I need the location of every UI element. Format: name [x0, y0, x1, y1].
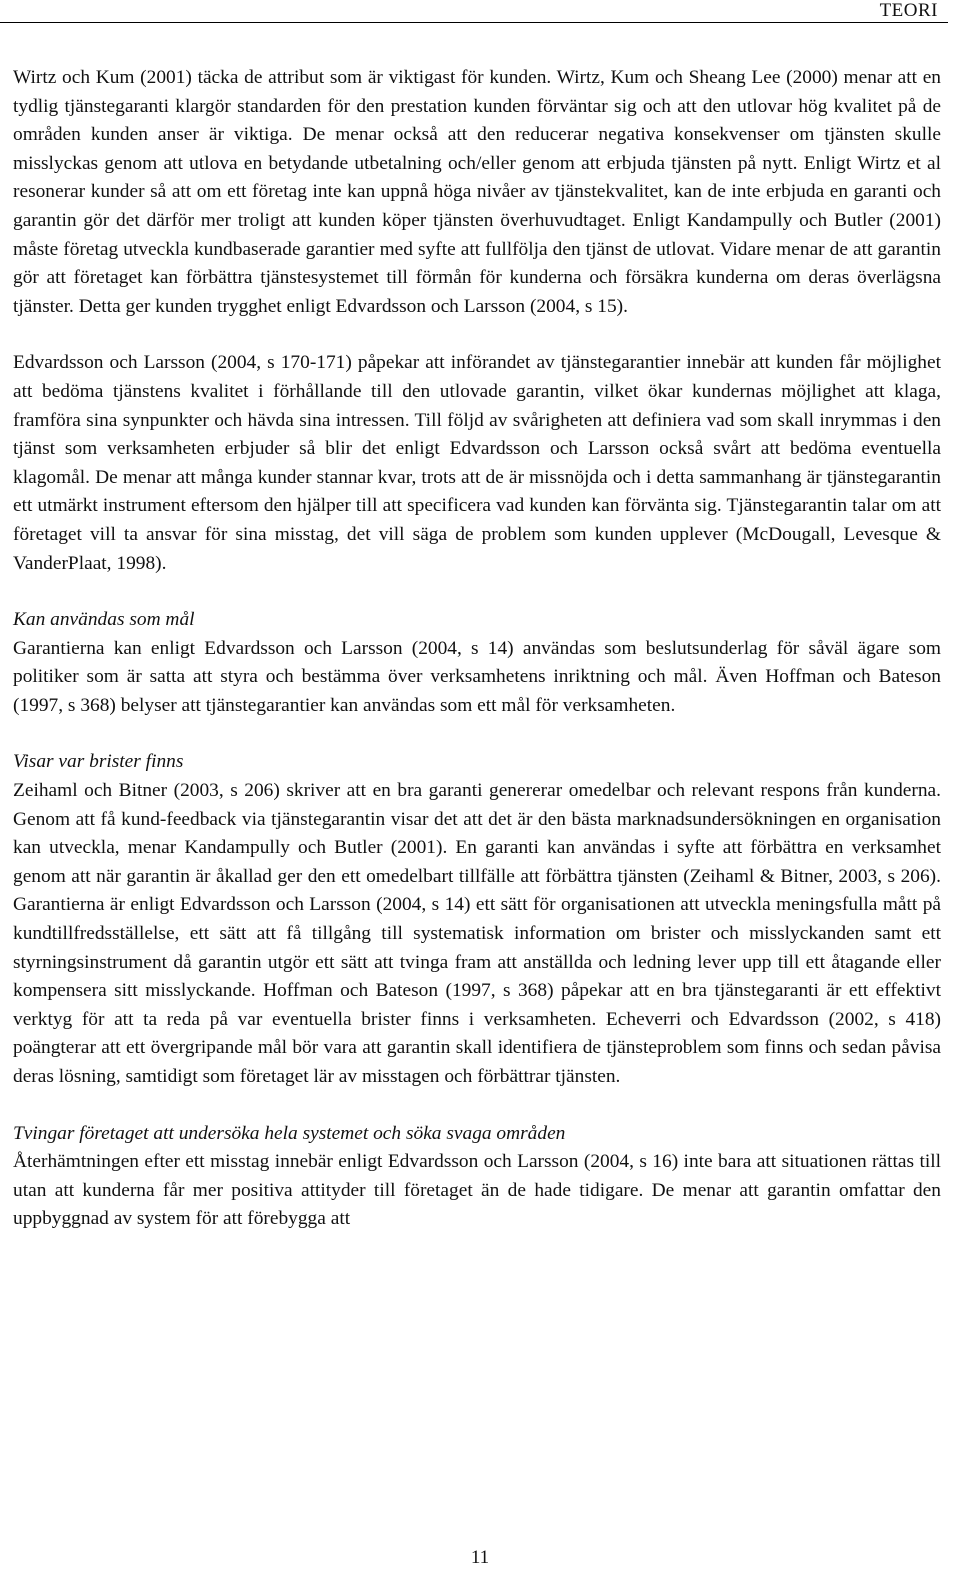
section-text-system: Återhämtningen efter ett misstag innebär enligt Edvardsson och Larsson (2004, s 16) inte bara att situationen rättas till utan att kunderna får mer positiva attityder till företaget än de hade tidigare. De menar att garantin omfattar den uppbyggnad av system för att förebygga att	[13, 1151, 941, 1230]
section-heading-system: Tvingar företaget att undersöka hela systemet och söka svaga områden	[13, 1122, 566, 1144]
paragraph-complaints: Edvardsson och Larsson (2004, s 170-171) påpekar att införandet av tjänstegarantier innebär att kunden får möjlighet att bedöma tjänstens kvalitet i förhållande till den utlovade garantin, vilket ökar kundernas möjlighet att klaga, framföra sina synpunkter och hävda sina intressen. Till följd av svårigheten att definiera vad som skall inrymmas i den tjänst som verksamheten erbjuder så blir det enligt Edvardsson och Larsson också svårt att bedöma eventuella klagomål. De menar att många kunder stannar kvar, trots att de är missnöjda och i detta sammanhang är tjänstegarantin ett utmärkt instrument eftersom den hjälper till att specificera vad kunden kan förvänta sig. Tjänstegarantin talar om att företaget vill ta ansvar för sina misstag, det vill säga de problem som kunden upplever (McDougall, Levesque & VanderPlaat, 1998).	[13, 352, 941, 574]
section-label: TEORI	[879, 0, 938, 21]
section-heading-flaws: Visar var brister finns	[13, 751, 184, 773]
document-body	[13, 64, 941, 1262]
paragraph-intro: Wirtz och Kum (2001) täcka de attribut som är viktigast för kunden. Wirtz, Kum och Sheang Lee (2000) menar att en tydlig tjänstegaranti klargör standarden för den prestation kunden förväntar sig och att den utlovar hög kvalitet på de områden kunden anser är viktiga. De menar också att den reducerar negativa konsekvenser om tjänsten skulle misslyckas genom att utlova en betydande utbetalning och/eller genom att erbjuda tjänsten på nytt. Enligt Wirtz et al resonerar kunder så att om ett företag inte kan uppnå höga nivåer av tjänstekvalitet, kan de inte erbjuda en garanti och garantin gör det därför mer troligt att kunden köper tjänsten överhuvudtaget. Enligt Kandampully och Butler (2001) måste företag utveckla kundbaserade garantier med syfte att fullfölja den tjänst de utlovat. Vidare menar de att garantin gör att företaget kan förbättra tjänstesystemet till förmån för kunderna och försäkra kunderna om deras överlägsna tjänster. Detta ger kunden trygghet enligt Edvardsson och Larsson (2004, s 15).	[13, 67, 941, 317]
page-header	[0, 0, 948, 23]
section-text-flaws: Zeihaml och Bitner (2003, s 206) skriver att en bra garanti genererar omedelbar och relevant respons från kunderna. Genom att få kund-feedback via tjänstegarantin visar det att det är den bästa marknadsundersökningen en organisation kan utveckla, menar Kandampully och Butler (2001). En garanti kan användas i syfte att förbättra en verksamhet genom att när garantin är åkallad ger den ett omedelbart tillfälle att förbättra tjänsten (Zeihaml & Bitner, 2003, s 206). Garantierna är enligt Edvardsson och Larsson (2004, s 14) ett sätt för organisationen att utveckla meningsfulla mått på kundtillfredsställelse, ett sätt att få tillgång till systematisk information om brister och misslyckanden samt ett styrningsinstrument då garantin utgör ett sätt att tvinga fram att anställda och ledning lever upp till ett åtagande eller kompensera sitt misslyckande. Hoffman och Bateson (1997, s 368) påpekar att en bra tjänstegaranti är ett effektivt verktyg för att ta reda på var eventuella brister finns i verksamheten. Echeverri och Edvardsson (2002, s 418) poängterar att ett övergripande mål bör vara att garantin skall identifiera de tjänsteproblem som finns och sedan påvisa deras lösning, samtidigt som företaget lär av misstagen och förbättrar tjänsten.	[13, 780, 941, 1087]
section-heading-goal: Kan användas som mål	[13, 609, 195, 631]
section-text-goal: Garantierna kan enligt Edvardsson och Larsson (2004, s 14) användas som beslutsunderlag för såväl ägare som politiker som är satta att styra och bestämma över verksamhetens inriktning och mål. Även Hoffman och Bateson (1997, s 368) belyser att tjänstegarantier kan användas som ett mål för verksamheten.	[13, 637, 941, 716]
page-number: 11	[470, 1547, 490, 1568]
